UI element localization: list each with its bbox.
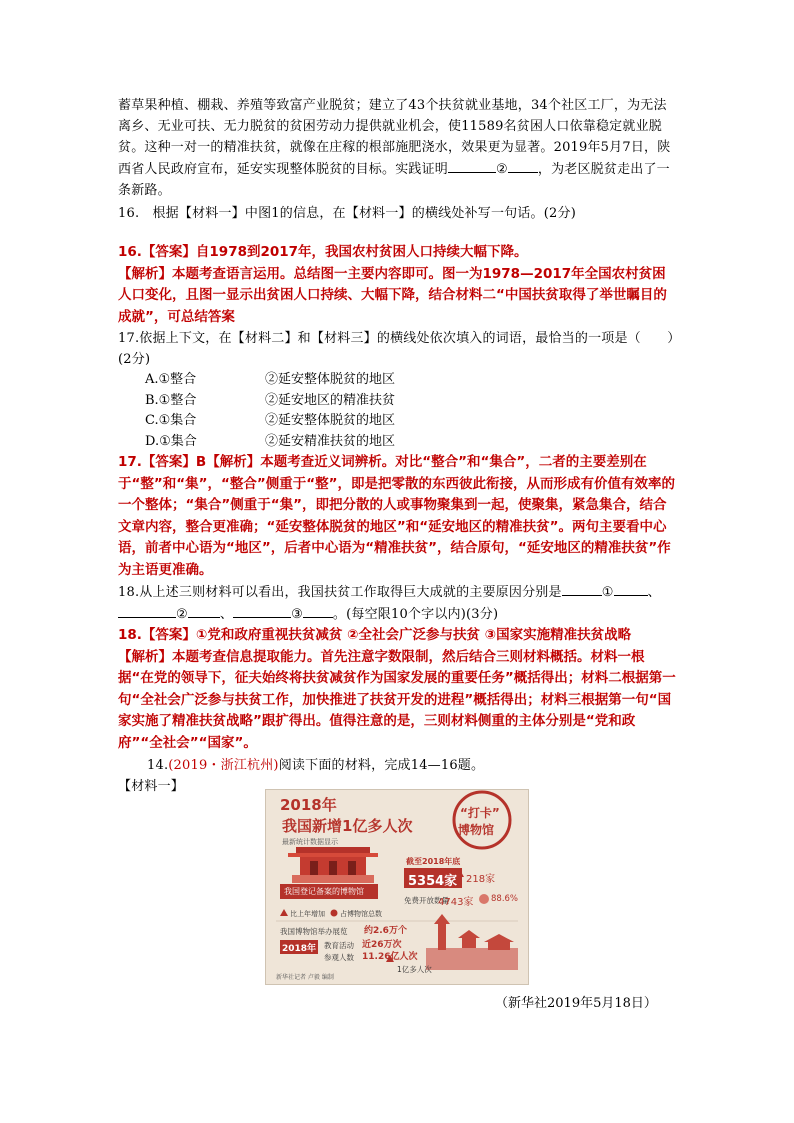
year-tag-label: 2018年 (282, 944, 317, 954)
share-icon (331, 910, 338, 917)
option-d: D.①集合 ②延安精准扶贫的地区 (145, 433, 396, 449)
question-source: (2019・浙江杭州) (168, 758, 279, 773)
poster-headline: 我国新增1亿多人次 (282, 817, 413, 835)
legend-increase: 比上年增加 (290, 910, 325, 918)
museum-count: 5354家 (408, 874, 458, 889)
poster-footer: 新华社记者 卢毅 编制 (276, 974, 334, 981)
badge-top: “打卡” (460, 806, 500, 820)
stats-title: 我国博物馆举办展览 (280, 927, 348, 936)
option-a: A.①整合 ②延安整体脱贫的地区 (145, 372, 396, 387)
question-17: 17.依据上下文，在【材料二】和【材料三】的横线处依次填入的词语，最恰当的一项是（ ）(2分) (118, 331, 674, 367)
edu-count: 近26万次 (362, 940, 402, 950)
increase-count: 218家 (466, 874, 496, 885)
question-18: 18.从上述三则材料可以看出，我国扶贫工作取得巨大成就的主要原因分别是 ① 、② 、 ③ 。(每空限10个字以内)(3分) (118, 581, 678, 625)
option-c: C.①集合 ②延安整体脱贫的地区 (145, 413, 396, 428)
question-14: 14.(2019・浙江杭州)阅读下面的材料，完成14—16题。 (147, 758, 485, 773)
badge-bottom: 博物馆 (458, 823, 495, 837)
material-paragraph: 蓄草果种植、棚栽、养殖等致富产业脱贫；建立了43个扶贫就业基地，34个社区工厂，为无法离乡、无业可扶、无力脱贫的贫困劳动力提供就业机会，使11589名贫困人口依靠稳定就业脱贫。这种一对一的精准扶贫，就像在庄稼的根部施肥浇水，效果更为显著。2019年5月7日，陕西省人民政府宣布，延安实现整体脱贫的目标。实践证明 ② ，为老区脱贫走出了一条新路。 (118, 98, 671, 198)
poster-deadline: 截至2018年底 (406, 857, 461, 866)
free-count: 4743家 (438, 897, 474, 908)
analysis-18: 【解析】本题考查信息提取能力。首先注意字数限制，然后结合三则材料概括。材料一根据“在党的领导下，征夫始终将扶贫减贫作为国家发展的重要任务”概括得出；材料二根据第一句“全社会广泛参与扶贫工作，加快推进了扶贫开发的进程”概括得出；材料三根据第一句“国家实施了精准扶贫战略”跟扩得出。值得注意的是，三则材料侧重的主体分别是“党和政府”“全社会”“国家”。 (118, 648, 676, 751)
edu-label: 教育活动 (324, 941, 354, 950)
answer-18: 18.【答案】①党和政府重视扶贫减贫 ②全社会广泛参与扶贫 ③国家实施精准扶贫战略 (118, 627, 632, 643)
free-percent: 88.6% (491, 894, 519, 904)
poster-subtitle: 最新统计数据显示 (282, 838, 338, 846)
option-b: B.①整合 ②延安地区的精准扶贫 (145, 392, 396, 408)
visit-label: 参观人数 (324, 953, 354, 962)
legend-share: 占博物馆总数 (340, 910, 382, 918)
analysis-16: 【解析】本题考查语言运用。总结图一主要内容即可。图一为1978—2017年全国农村贫困人口变化，且图一显示出贫困人口持续、大幅下降，结合材料二“中国扶贫取得了举世瞩目的成就”，可总结答案 (118, 265, 667, 325)
free-label: 免费开放数量 (404, 896, 449, 905)
poster-year: 2018年 (280, 796, 337, 814)
added-visits: 1亿多人次 (397, 965, 432, 974)
museum-infographic (265, 789, 529, 985)
gate-building-icon (288, 847, 378, 883)
pie-icon (479, 894, 489, 904)
exhibit-count: 约2.6万个 (364, 926, 407, 936)
answer-17: 17.【答案】B【解析】本题考查近义词辨析。对比“整合”和“集合”，二者的主要差别在于“整”和“集”，“整合”侧重于“整”，即是把零散的东西彼此衔接，从而形成有价值有效率的一个整体；“集合”侧重于“集”，即把分散的人或事物聚集到一起，使聚集，紧急集合，结合文章内容，整合更准确；“延安整体脱贫的地区”和“延安地区的精准扶贫”。两句主要看中心语，前者中心语为“地区”，后者中心语为“精准扶贫”，结合原句，“延安地区的精准扶贫”作为主语更准确。 (118, 454, 675, 578)
question-16: 16. 根据【材料一】中图1的信息，在【材料一】的横线处补写一句话。(2分) (118, 206, 576, 221)
visit-count: 11.26亿人次 (362, 952, 418, 962)
material-1-label: 【材料一】 (118, 779, 185, 794)
source-credit: （新华社2019年5月18日） (495, 996, 657, 1011)
answer-16: 16.【答案】自1978到2017年，我国农村贫困人口持续大幅下降。 (118, 244, 528, 260)
hall-label: 我国登记备案的博物馆 (284, 887, 364, 896)
options-17 (118, 370, 678, 452)
